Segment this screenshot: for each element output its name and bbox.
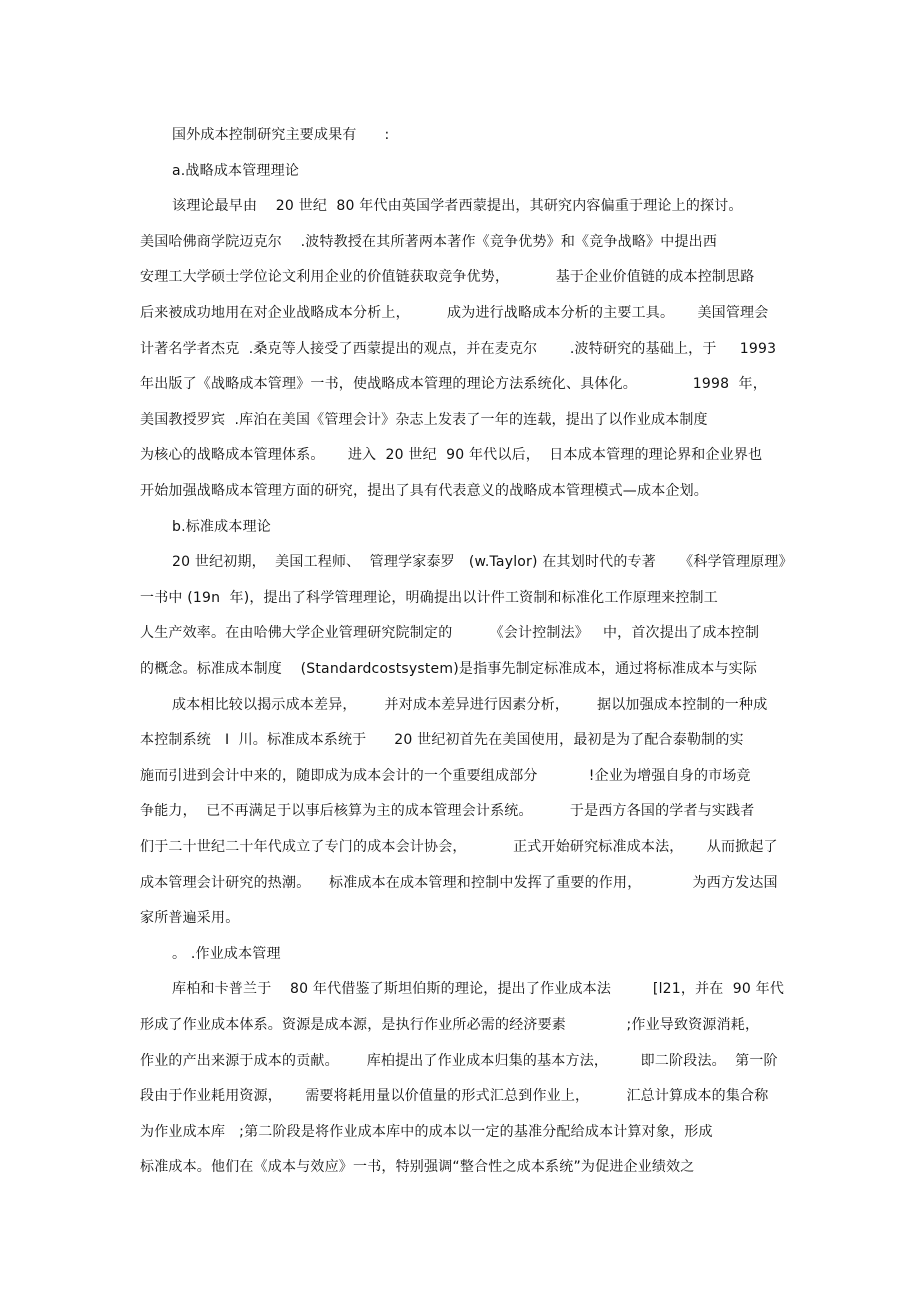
text-line: 。 .作业成本管理 [172,945,281,962]
text-line: 成本管理会计研究的热潮。 标准成本在成本管理和控制中发挥了重要的作用， 为西方发达国 [140,874,778,891]
text-line: 施而引进到会计中来的，随即成为成本会计的一个重要组成部分 !企业为增强自身的市场竞 [140,767,751,784]
text-line: 后来被成功地用在对企业战略成本分析上， 成为进行战略成本分析的主要工具。 美国管理会 [140,305,769,321]
text-line: b.标准成本理论 [172,518,271,535]
text-line: 年出版了《战略成本管理》一书，使战略成本管理的理论方法系统化、具体化。 1998 年， [140,376,767,393]
text-line: 形成了作业成本体系。资源是成本源，是执行作业所必需的经济要素 ;作业导致资源消耗， [140,1017,760,1033]
text-line: 本控制系统 I 川。标准成本系统于 20 世纪初首先在美国使用，最初是为了配合泰勒制的实 [140,732,744,749]
text-line: 开始加强战略成本管理方面的研究，提出了具有代表意义的战略成本管理模式—成本企划。 [140,483,708,499]
text-line: 为核心的战略成本管理体系。 进入 20 世纪 90 年代以后， 日本成本管理的理论界和企业界也 [140,447,763,464]
text-line: 段由于作业耗用资源， 需要将耗用量以价值量的形式汇总到作业上， 汇总计算成本的集合称 [140,1088,769,1105]
text-line: 一书中 (19n 年)，提出了科学管理理论，明确提出以计件工资制和标准化工作原理来控制工 [140,589,718,606]
text-line: 们于二十世纪二十年代成立了专门的成本会计协会， 正式开始研究标准成本法， 从而掀起了 [140,839,778,855]
text-line: 库柏和卡普兰于 80 年代借鉴了斯坦伯斯的理论，提出了作业成本法 [l21，并在 90 年代 [172,981,785,998]
text-line: 20 世纪初期， 美国工程师、 管理学家泰罗 (w.Taylor) 在其划时代的专著 《科学管理原理》 [172,554,793,571]
text-line: 成本相比较以揭示成本差异， 并对成本差异进行因素分析， 据以加强成本控制的一种成 [172,696,768,713]
text-line: 美国哈佛商学院迈克尔 .波特教授在其所著两本著作《竞争优势》和《竞争战略》中提出西 [140,233,718,250]
text-line: 标准成本。他们在《成本与效应》一书，特别强调“整合性之成本系统”为促进企业绩效之 [140,1159,695,1176]
text-line: 家所普遍采用。 [140,910,240,927]
text-line: a.战略成本管理理论 [172,162,300,179]
text-line: 争能力， 已不再满足于以事后核算为主的成本管理会计系统。 于是西方各国的学者与实践者 [140,803,755,820]
text-line: 美国教授罗宾 .库泊在美国《管理会计》杂志上发表了一年的连载，提出了以作业成本制度 [140,411,708,428]
text-line: 该理论最早由 20 世纪 80 年代由英国学者西蒙提出，其研究内容偏重于理论上的探讨。 [172,198,743,215]
text-line: 国外成本控制研究主要成果有 : [172,127,390,143]
text-line: 安理工大学硕士学位论文利用企业的价值链获取竞争优势， 基于企业价值链的成本控制思路 [140,269,755,286]
text-line: 计著名学者杰克 .桑克等人接受了西蒙提出的观点，并在麦克尔 .波特研究的基础上，于 1993 [140,340,777,357]
text-line: 为作业成本库 ;第二阶段是将作业成本库中的成本以一定的基准分配给成本计算对象，形成 [140,1123,713,1140]
text-line: 作业的产出来源于成本的贡献。 库柏提出了作业成本归集的基本方法， 即二阶段法。 第一阶 [140,1052,778,1069]
text-line: 人生产效率。在由哈佛大学企业管理研究院制定的 《会计控制法》 中，首次提出了成本控制 [140,625,760,642]
text-line: 的概念。标准成本制度 (Standardcostsystem)是指事先制定标准成本，通过将标准成本与实际 [140,661,758,677]
